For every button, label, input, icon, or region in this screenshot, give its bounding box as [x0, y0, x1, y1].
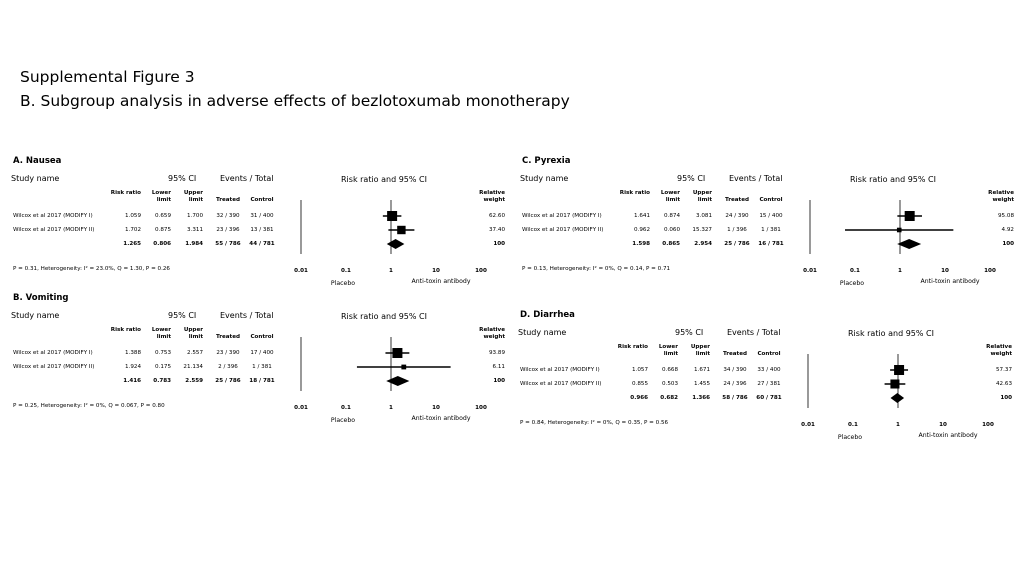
- relative-weight-header: Relative weight: [479, 327, 505, 340]
- point-estimate-square: [894, 365, 904, 375]
- events-header: Events / Total: [729, 174, 783, 183]
- ci-header: 95% CI: [677, 174, 706, 183]
- rr-cell: 1.388: [124, 350, 141, 356]
- rr-cell: 0.855: [631, 381, 648, 387]
- weight-cell: 93.89: [488, 350, 505, 356]
- lower-cell: 0.874: [663, 213, 680, 219]
- summary-lower-cell: 0.806: [153, 241, 171, 247]
- summary-weight-cell: 100: [1002, 241, 1014, 247]
- summary-lower-cell: 0.865: [662, 241, 680, 247]
- treated-cell: 23 / 396: [216, 227, 240, 233]
- weight-cell: 4.92: [1001, 227, 1014, 233]
- antibody-label: Anti-toxin antibody: [918, 432, 978, 439]
- rr-cell: 1.702: [124, 227, 141, 233]
- treated-cell: 24 / 396: [723, 381, 747, 387]
- lower-limit-header: Lower limit: [151, 327, 171, 340]
- lower-cell: 0.175: [154, 364, 171, 370]
- forest-panel-4: [518, 310, 1018, 450]
- treated-header: Treated: [216, 334, 240, 340]
- ci-header: 95% CI: [168, 174, 197, 183]
- risk-ratio-header: Risk ratio: [617, 344, 648, 350]
- lower-limit-header: Lower limit: [658, 344, 678, 357]
- weight-cell: 57.37: [995, 367, 1012, 373]
- rr-cell: 0.962: [633, 227, 650, 233]
- summary-weight-cell: 100: [493, 241, 505, 247]
- point-estimate-square: [905, 211, 915, 221]
- relative-weight-header: Relative weight: [986, 344, 1012, 357]
- relative-weight-header: Relative weight: [988, 190, 1014, 203]
- upper-cell: 1.700: [186, 213, 203, 219]
- weight-cell: 37.40: [488, 227, 505, 233]
- axis-tick-label: 0.1: [341, 268, 351, 274]
- plot-header: Risk ratio and 95% CI: [848, 329, 934, 338]
- summary-lower-cell: 0.783: [153, 378, 171, 384]
- placebo-label: Placebo: [839, 280, 865, 287]
- treated-cell: 2 / 396: [218, 364, 238, 370]
- placebo-label: Placebo: [330, 280, 356, 287]
- axis-tick-label: 0.01: [294, 405, 308, 411]
- point-estimate-square: [397, 226, 405, 234]
- control-cell: 1 / 381: [761, 227, 781, 233]
- risk-ratio-header: Risk ratio: [110, 327, 141, 333]
- events-header: Events / Total: [220, 174, 274, 183]
- study-name-cell: Wilcox et al 2017 (MODIFY I): [520, 367, 600, 373]
- summary-diamond: [891, 393, 905, 403]
- lower-cell: 0.503: [661, 381, 678, 387]
- summary-treated-cell: 25 / 786: [724, 241, 750, 247]
- control-cell: 15 / 400: [759, 213, 783, 219]
- axis-tick-label: 100: [475, 268, 487, 274]
- upper-cell: 3.311: [186, 227, 203, 233]
- control-cell: 17 / 400: [250, 350, 274, 356]
- axis-tick-label: 0.1: [341, 405, 351, 411]
- study-name-cell: Wilcox et al 2017 (MODIFY I): [13, 350, 93, 356]
- antibody-label: Anti-toxin antibody: [411, 278, 471, 285]
- control-cell: 33 / 400: [757, 367, 781, 373]
- lower-cell: 0.753: [154, 350, 171, 356]
- point-estimate-square: [392, 348, 402, 358]
- lower-cell: 0.659: [154, 213, 171, 219]
- forest-plot: [291, 333, 491, 443]
- axis-tick-label: 10: [941, 268, 949, 274]
- summary-upper-cell: 2.559: [185, 378, 203, 384]
- study-name-cell: Wilcox et al 2017 (MODIFY I): [522, 213, 602, 219]
- upper-limit-header: Upper limit: [183, 190, 203, 203]
- treated-cell: 23 / 390: [216, 350, 240, 356]
- figure-title: Supplemental Figure 3: [20, 68, 195, 86]
- axis-tick-label: 0.1: [848, 422, 858, 428]
- events-header: Events / Total: [727, 328, 781, 337]
- axis-tick-label: 0.01: [803, 268, 817, 274]
- panel-title: A. Nausea: [13, 156, 62, 166]
- axis-tick-label: 0.1: [850, 268, 860, 274]
- study-name-cell: Wilcox et al 2017 (MODIFY I): [13, 213, 93, 219]
- treated-header: Treated: [725, 197, 749, 203]
- placebo-label: Placebo: [330, 417, 356, 424]
- plot-header: Risk ratio and 95% CI: [341, 175, 427, 184]
- lower-cell: 0.668: [661, 367, 678, 373]
- axis-tick-label: 1: [389, 268, 393, 274]
- antibody-label: Anti-toxin antibody: [411, 415, 471, 422]
- treated-cell: 24 / 390: [725, 213, 749, 219]
- summary-upper-cell: 1.984: [185, 241, 203, 247]
- point-estimate-square: [890, 379, 899, 388]
- control-cell: 1 / 381: [252, 364, 272, 370]
- summary-diamond: [386, 376, 409, 386]
- heterogeneity-note: P = 0.84, Heterogeneity: I² = 0%, Q = 0.35, P = 0.56: [520, 420, 669, 426]
- treated-header: Treated: [723, 351, 747, 357]
- treated-header: Treated: [216, 197, 240, 203]
- weight-cell: 62.60: [488, 213, 505, 219]
- study-name-header: Study name: [518, 328, 567, 337]
- study-name-header: Study name: [520, 174, 569, 183]
- study-name-header: Study name: [11, 174, 60, 183]
- relative-weight-header: Relative weight: [479, 190, 505, 203]
- heterogeneity-note: P = 0.13, Heterogeneity: I² = 0%, Q = 0.14, P = 0.71: [522, 266, 671, 272]
- antibody-label: Anti-toxin antibody: [920, 278, 980, 285]
- upper-cell: 1.455: [693, 381, 710, 387]
- study-name-cell: Wilcox et al 2017 (MODIFY II): [13, 364, 95, 370]
- summary-rr-cell: 1.416: [123, 378, 141, 384]
- axis-tick-label: 100: [475, 405, 487, 411]
- control-header: Control: [250, 334, 274, 340]
- summary-upper-cell: 1.366: [692, 395, 710, 401]
- heterogeneity-note: P = 0.25, Heterogeneity: I² = 0%, Q = 0.067, P = 0.80: [13, 403, 165, 409]
- summary-control-cell: 44 / 781: [249, 241, 275, 247]
- lower-limit-header: Lower limit: [151, 190, 171, 203]
- upper-limit-header: Upper limit: [183, 327, 203, 340]
- summary-control-cell: 16 / 781: [758, 241, 784, 247]
- point-estimate-square: [387, 211, 397, 221]
- control-cell: 27 / 381: [757, 381, 781, 387]
- lower-limit-header: Lower limit: [660, 190, 680, 203]
- study-name-cell: Wilcox et al 2017 (MODIFY II): [522, 227, 604, 233]
- summary-diamond: [897, 239, 921, 249]
- summary-treated-cell: 58 / 786: [722, 395, 748, 401]
- summary-control-cell: 18 / 781: [249, 378, 275, 384]
- control-header: Control: [759, 197, 783, 203]
- upper-cell: 1.671: [693, 367, 710, 373]
- axis-tick-label: 1: [896, 422, 900, 428]
- panel-title: B. Vomiting: [13, 293, 69, 303]
- control-cell: 31 / 400: [250, 213, 274, 219]
- rr-cell: 1.641: [633, 213, 650, 219]
- risk-ratio-header: Risk ratio: [110, 190, 141, 196]
- upper-cell: 2.557: [186, 350, 203, 356]
- lower-cell: 0.875: [154, 227, 171, 233]
- axis-tick-label: 10: [432, 268, 440, 274]
- placebo-label: Placebo: [837, 434, 863, 441]
- heterogeneity-note: P = 0.31, Heterogeneity: I² = 23.0%, Q = 1.30, P = 0.26: [13, 266, 170, 272]
- point-estimate-square: [897, 228, 902, 233]
- summary-weight-cell: 100: [493, 378, 505, 384]
- control-cell: 13 / 381: [250, 227, 274, 233]
- study-name-cell: Wilcox et al 2017 (MODIFY II): [13, 227, 95, 233]
- forest-plot: [798, 350, 998, 460]
- weight-cell: 42.63: [995, 381, 1012, 387]
- axis-tick-label: 10: [939, 422, 947, 428]
- forest-panel-3: [11, 293, 511, 433]
- rr-cell: 1.057: [631, 367, 648, 373]
- point-estimate-square: [401, 365, 406, 370]
- study-name-header: Study name: [11, 311, 60, 320]
- summary-rr-cell: 1.265: [123, 241, 141, 247]
- summary-rr-cell: 1.598: [632, 241, 650, 247]
- panel-title: C. Pyrexia: [522, 156, 571, 166]
- lower-cell: 0.060: [663, 227, 680, 233]
- panel-title: D. Diarrhea: [520, 310, 575, 320]
- study-name-cell: Wilcox et al 2017 (MODIFY II): [520, 381, 602, 387]
- summary-rr-cell: 0.966: [630, 395, 648, 401]
- upper-limit-header: Upper limit: [690, 344, 710, 357]
- upper-limit-header: Upper limit: [692, 190, 712, 203]
- rr-cell: 1.059: [124, 213, 141, 219]
- treated-cell: 1 / 396: [727, 227, 747, 233]
- summary-lower-cell: 0.682: [660, 395, 678, 401]
- forest-panel-1: [11, 156, 511, 296]
- forest-plot: [291, 196, 491, 306]
- forest-panel-2: [520, 156, 1020, 296]
- plot-header: Risk ratio and 95% CI: [341, 312, 427, 321]
- figure-subtitle: B. Subgroup analysis in adverse effects of bezlotoxumab monotherapy: [20, 92, 570, 110]
- control-header: Control: [250, 197, 274, 203]
- axis-tick-label: 1: [898, 268, 902, 274]
- upper-cell: 15.327: [692, 227, 712, 233]
- axis-tick-label: 100: [982, 422, 994, 428]
- treated-cell: 34 / 390: [723, 367, 747, 373]
- ci-header: 95% CI: [168, 311, 197, 320]
- weight-cell: 95.08: [997, 213, 1014, 219]
- summary-upper-cell: 2.954: [694, 241, 712, 247]
- axis-tick-label: 100: [984, 268, 996, 274]
- axis-tick-label: 0.01: [294, 268, 308, 274]
- events-header: Events / Total: [220, 311, 274, 320]
- plot-header: Risk ratio and 95% CI: [850, 175, 936, 184]
- axis-tick-label: 1: [389, 405, 393, 411]
- ci-header: 95% CI: [675, 328, 704, 337]
- axis-tick-label: 0.01: [801, 422, 815, 428]
- summary-treated-cell: 25 / 786: [215, 378, 241, 384]
- forest-plot: [800, 196, 1000, 306]
- weight-cell: 6.11: [492, 364, 505, 370]
- summary-treated-cell: 55 / 786: [215, 241, 241, 247]
- summary-diamond: [387, 239, 405, 249]
- axis-tick-label: 10: [432, 405, 440, 411]
- upper-cell: 3.081: [695, 213, 712, 219]
- treated-cell: 32 / 390: [216, 213, 240, 219]
- rr-cell: 1.924: [124, 364, 141, 370]
- upper-cell: 21.134: [183, 364, 203, 370]
- summary-weight-cell: 100: [1000, 395, 1012, 401]
- risk-ratio-header: Risk ratio: [619, 190, 650, 196]
- control-header: Control: [757, 351, 781, 357]
- summary-control-cell: 60 / 781: [756, 395, 782, 401]
